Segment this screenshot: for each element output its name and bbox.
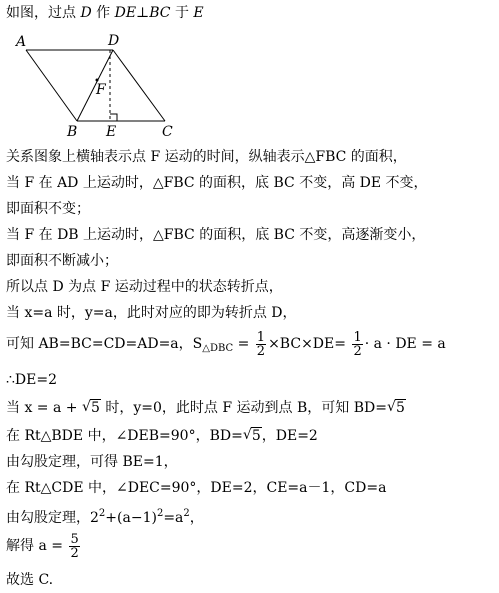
line-11 — [6, 426, 318, 446]
line-14-a: 由勾股定理，2 — [6, 510, 99, 526]
sup-1: 2 — [98, 508, 106, 519]
segment-ab — [26, 50, 77, 121]
line-14-b: +(a−1) — [105, 510, 157, 526]
line-14-d: ， — [189, 510, 204, 526]
fraction-five-halves: $\frac{5}{2}$ — [70, 531, 79, 561]
intro-bc: BC — [149, 5, 171, 21]
sqrt-5-c: √ 5 — [242, 427, 261, 444]
segment-dc — [113, 50, 165, 121]
line-14 — [6, 504, 204, 528]
fraction-half-1: $\frac{1}{2}$ — [256, 329, 266, 359]
line-15-a: 解得 a = — [6, 538, 63, 554]
line-10-a: 当 x = a + — [6, 400, 78, 416]
intro-seg: DE — [114, 5, 137, 21]
intro-make: 作 — [96, 5, 111, 21]
fraction-half-2: $\frac{1}{2}$ — [353, 329, 362, 359]
label-a: A — [16, 34, 27, 50]
line-12: 由勾股定理，可得 BE=1， — [6, 454, 178, 470]
line-14-c: =a — [163, 510, 184, 526]
line-10 — [6, 398, 406, 418]
line-11-a: 在 Rt△BDE 中，∠DEB=90°，BD= — [6, 428, 243, 444]
line-13: 在 Rt△CDE 中，∠DEC=90°，DE=2，CE=a－1，CD=a — [6, 480, 387, 496]
label-f: F — [96, 82, 106, 98]
right-angle-mark — [110, 114, 117, 121]
sqrt-5-b: √ 5 — [386, 399, 405, 416]
line-4: 当 F 在 DB 上运动时，△FBC 的面积，底 BC 不变，高逐渐变小， — [6, 227, 426, 243]
label-e: E — [106, 124, 117, 140]
line-8-c: ×BC×DE= — [268, 336, 346, 352]
label-d: D — [108, 33, 120, 49]
sqrt-5-a: √ 5 — [81, 399, 100, 416]
intro-lead: 如图，过点 — [6, 5, 76, 21]
line-3: 即面积不变； — [6, 201, 90, 217]
sup-2: 2 — [156, 508, 164, 519]
line-11-b: ，DE=2 — [261, 428, 318, 444]
line-9: ∴DE=2 — [6, 372, 57, 388]
label-b: B — [67, 124, 78, 140]
intro-at: 于 — [174, 5, 189, 21]
line-6: 所以点 D 为点 F 运动过程中的状态转折点， — [6, 279, 283, 295]
intro-perp: ⊥ — [136, 5, 150, 21]
segment-db — [77, 50, 113, 121]
intro-line — [6, 3, 204, 23]
line-5: 即面积不断减小； — [6, 253, 118, 269]
line-15 — [6, 532, 82, 560]
line-2: 当 F 在 AD 上运动时，△FBC 的面积，底 BC 不变，高 DE 不变， — [6, 175, 428, 191]
line-8-d: · a · DE = a — [364, 336, 446, 352]
intro-point-d: D — [80, 5, 92, 21]
line-8 — [6, 330, 446, 363]
line-1: 关系图象上横轴表示点 F 运动的时间，纵轴表示△FBC 的面积， — [6, 149, 407, 165]
label-c: C — [162, 124, 173, 140]
line-8-a: 可知 AB=BC=CD=AD=a，S — [6, 336, 203, 352]
sup-3: 2 — [183, 508, 190, 519]
line-8-sub: △DBC — [202, 343, 234, 354]
line-16: 故选 C. — [6, 572, 54, 588]
line-7: 当 x=a 时，y=a，此时对应的即为转折点 D， — [6, 305, 297, 321]
line-10-b: 时，y=0，此时点 F 运动到点 B，可知 BD= — [105, 400, 387, 416]
intro-point-e: E — [193, 5, 204, 21]
line-8-b: = — [233, 336, 254, 352]
parallelogram-figure — [10, 30, 180, 142]
